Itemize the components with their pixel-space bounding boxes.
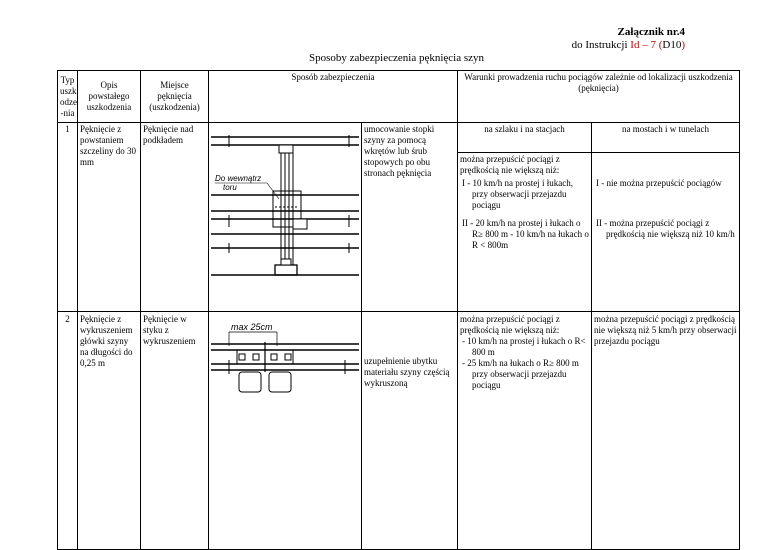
rail-crack-table — [57, 70, 740, 550]
row2-szlak-1: - 10 km/h na prostej i łukach o R< 800 m — [462, 335, 586, 357]
row2-drawing-label: max 25cm — [231, 321, 273, 332]
row2-szlak-intro: można przepuścić pociągi z prędkością nie większą niż: — [460, 313, 560, 335]
col-header-miejsce: Miejsce pęknięcia (uszkodzenia) — [141, 71, 209, 123]
instr-d: D10 — [662, 39, 682, 51]
row1-rail-drawing — [209, 123, 361, 298]
col-header-szlak: na szlaku i na stacjach — [458, 123, 592, 153]
row1-sposob: umocowanie stopki szyny za pomocą wkrętów lub śrub stopowych po obu stronach pęknięcia — [362, 123, 458, 312]
row1-num: 1 — [58, 123, 78, 312]
row1-mosty-1: I - nie można przepuścić pociągów — [596, 178, 722, 188]
instruction-ref — [572, 39, 685, 52]
col-header-opis: Opis powstałego uszkodzenia — [78, 71, 141, 123]
col-header-sposob: Sposób zabezpieczenia — [209, 71, 458, 123]
row2-sposob: uzupełnienie ubytku materiału szyny częścią wykruszoną — [362, 311, 458, 549]
annex-title: Załącznik nr.4 — [617, 26, 685, 38]
row1-mosty-2: II - można przepuścić pociągi z prędkością nie większą niż 10 km/h — [596, 218, 735, 239]
instr-prefix: do Instrukcji — [571, 39, 631, 51]
row2-drawing — [209, 311, 362, 549]
row1-szlak-2: II - 20 km/h na prostej i łukach o R≥ 800 m - 10 km/h na łukach o R < 800m — [462, 218, 589, 250]
row1-drawing — [209, 123, 362, 312]
row1-szlak-1: I - 10 km/h na prostej i łukach, przy obserwacji przejazdu pociągu — [462, 178, 573, 210]
row2-opis: Pęknięcie z wykruszeniem główki szyny na długości do 0,25 m — [78, 311, 141, 549]
row1-miejsce: Pęknięcie nad podkładem — [141, 123, 209, 312]
row1-szlak-intro: można przepuścić pociągi z prędkością nie większą niż: — [458, 153, 592, 178]
row1-opis: Pęknięcie z powstaniem szczeliny do 30 mm — [78, 123, 141, 312]
row2-rail-drawing — [209, 312, 361, 402]
row2-szlak-2: - 25 km/h na łukach o R≥ 800 m przy obserwacji przejazdu pociągu — [462, 357, 579, 390]
col-header-mosty: na mostach i w tunelach — [592, 123, 740, 153]
row2-szlak — [458, 311, 592, 549]
row2-mosty: można przepuścić pociągi z prędkością nie większą niż 5 km/h przy obserwacji przejazdu pociągu — [592, 311, 740, 549]
page-title: Sposoby zabezpieczenia pęknięcia szyn — [309, 52, 485, 64]
instr-code: Id – 7 ( — [630, 39, 663, 51]
row2-miejsce: Pęknięcie w styku z wykruszeniem — [141, 311, 209, 549]
row1-drawing-label: Do wewnątrz — [215, 174, 262, 183]
col-header-warunki: Warunki prowadzenia ruchu pociągów zależnie od lokalizacji uszkodzenia (pęknięcia) — [458, 71, 740, 123]
svg-text:toru: toru — [223, 183, 237, 192]
col-header-typ: Typ uszk odze -nia — [58, 71, 78, 123]
instr-close: ) — [681, 39, 685, 51]
row2-num: 2 — [58, 311, 78, 549]
annex-header — [572, 26, 685, 52]
